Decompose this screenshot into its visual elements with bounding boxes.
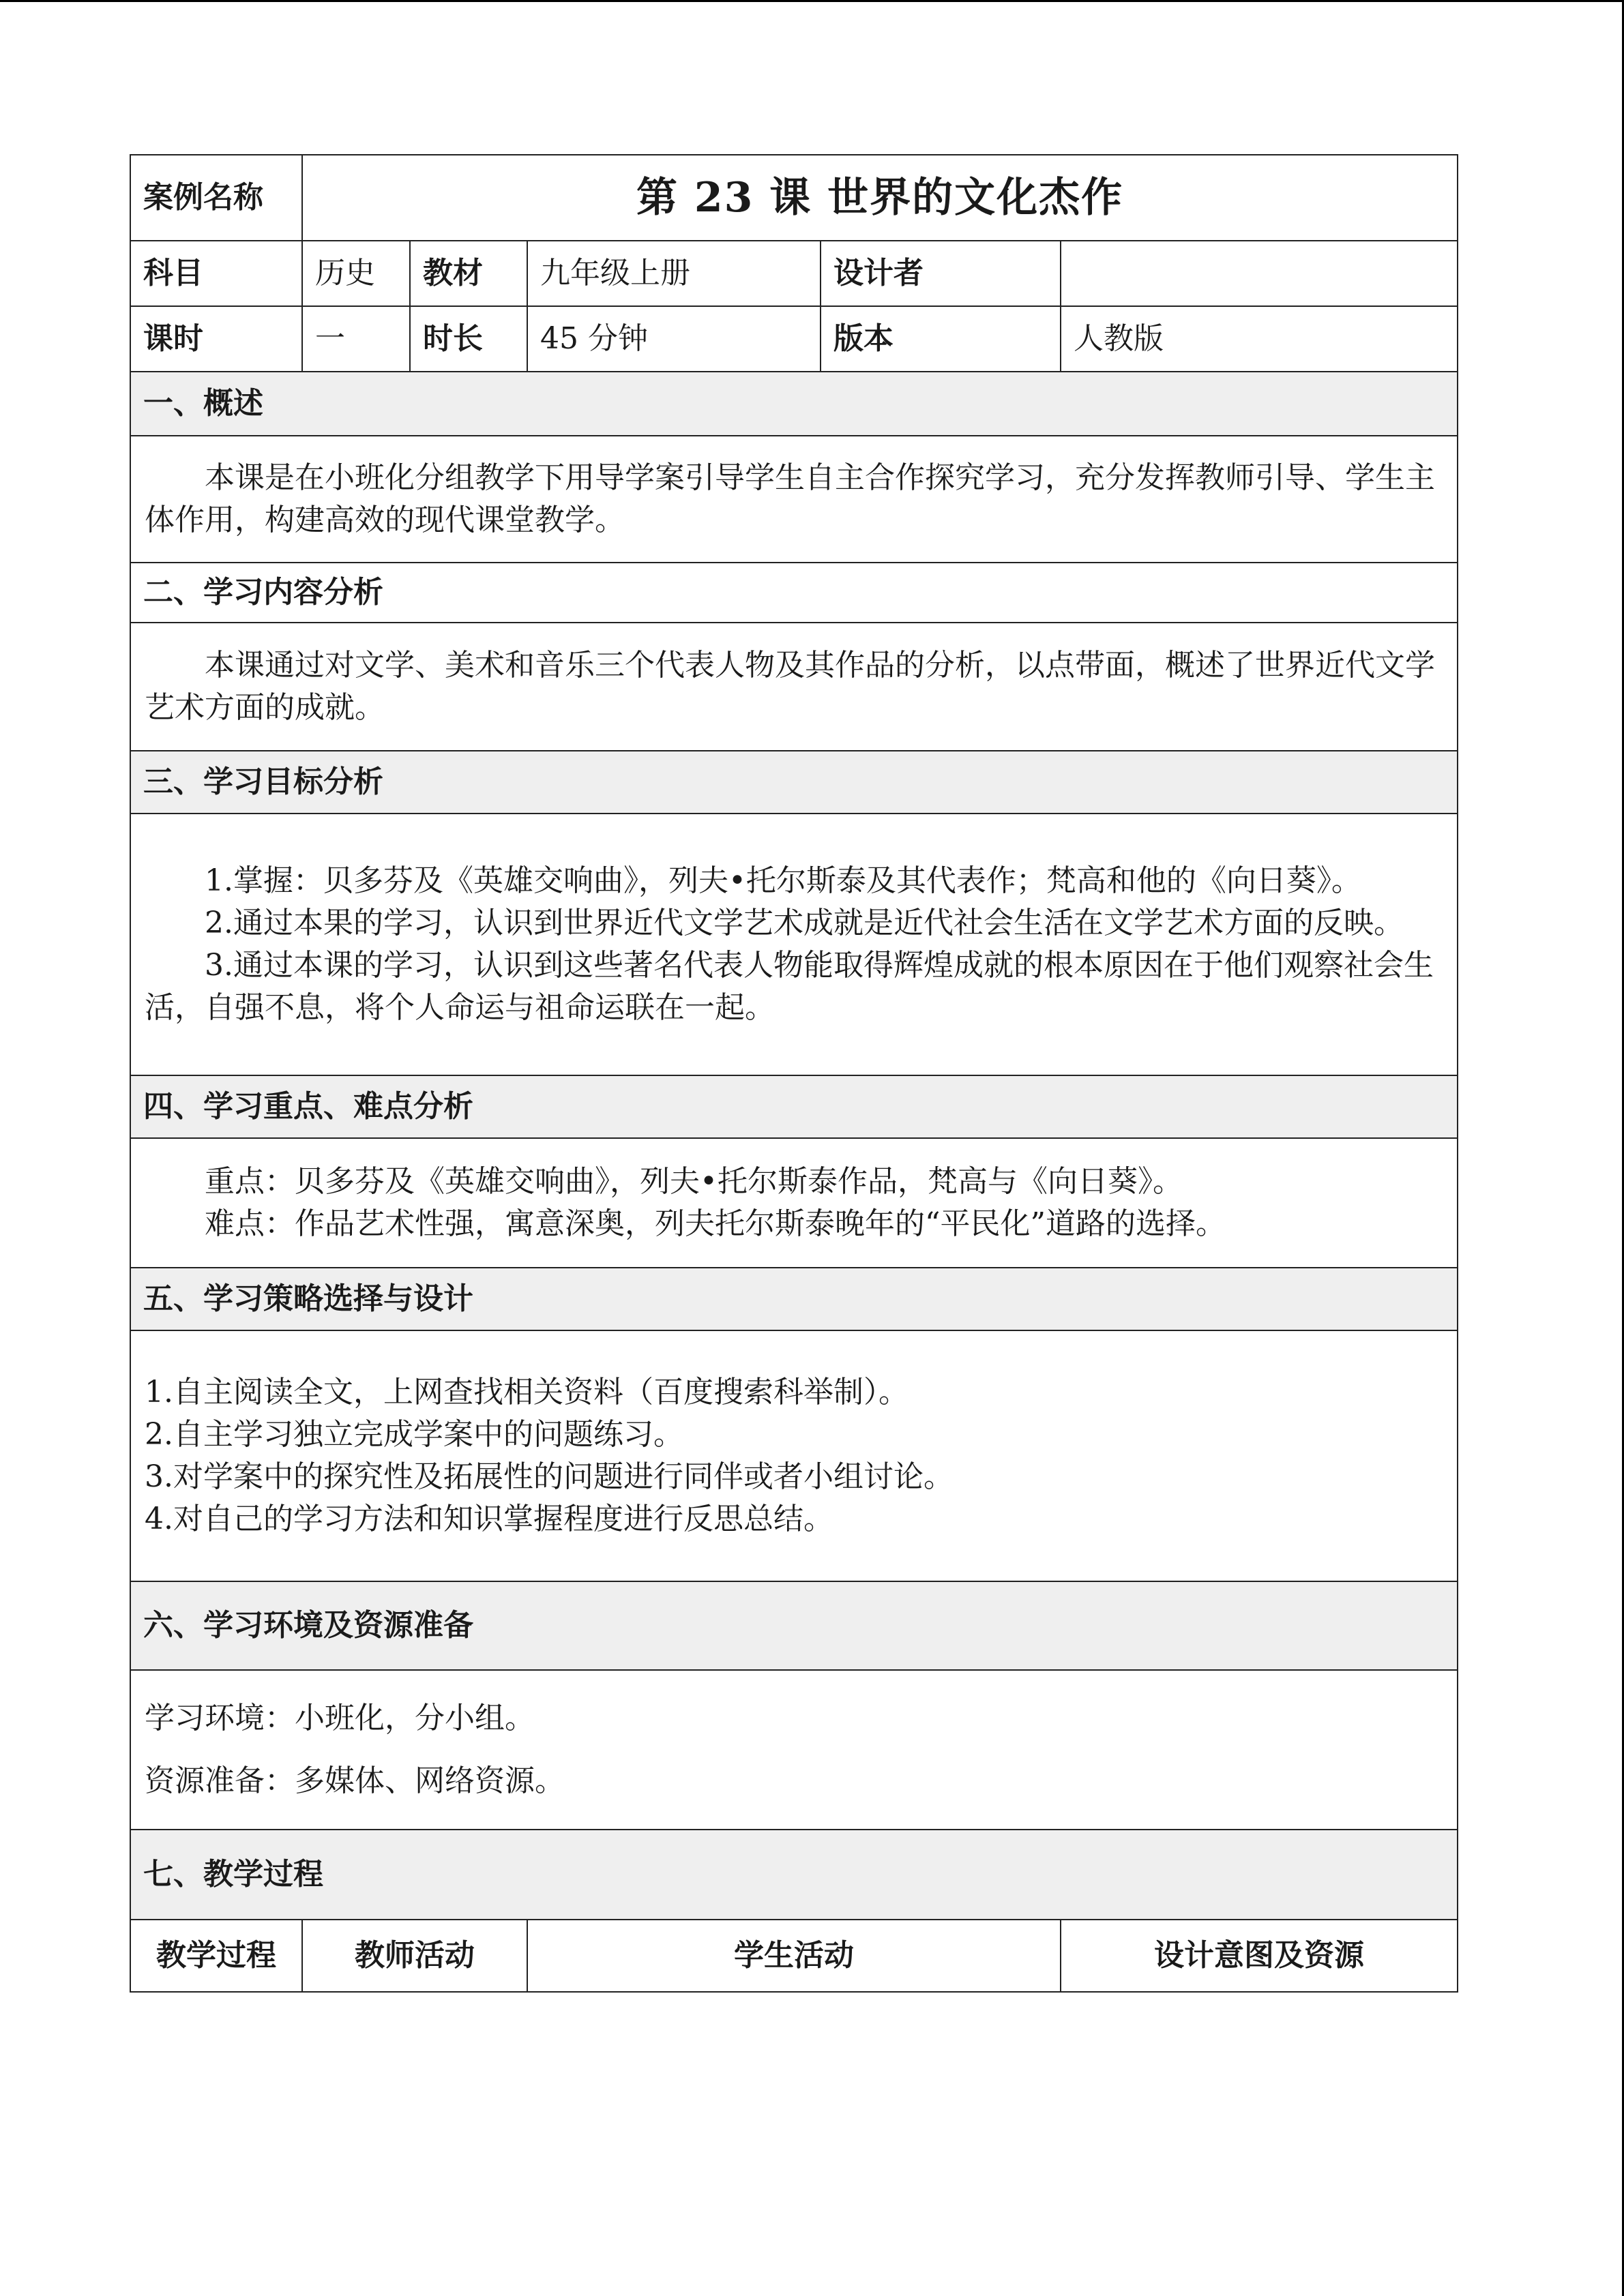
environment-body-row (130, 1670, 1458, 1830)
duration-value: 45 分钟 (527, 306, 821, 372)
page-top-border (0, 0, 1624, 2)
overview-body-row (130, 436, 1458, 563)
goal-item: 2.通过本果的学习，认识到世界近代文学艺术成就是近代社会生活在文学艺术方面的反映。 (205, 906, 1404, 940)
overview-text: 本课是在小班化分组教学下用导学案引导学生自主合作探究学习，充分发挥教师引导、学生主体作用，构建高效的现代课堂教学。 (130, 436, 1458, 563)
strategy-heading: 五、学习策略选择与设计 (130, 1268, 1458, 1330)
process-heading: 七、教学过程 (130, 1830, 1458, 1920)
strategy-item: 4.对自己的学习方法和知识掌握程度进行反思总结。 (145, 1502, 833, 1536)
period-label: 课时 (130, 306, 302, 372)
content-analysis-heading-row (130, 563, 1458, 623)
case-name-label: 案例名称 (130, 155, 302, 241)
strategy-heading-row (130, 1268, 1458, 1330)
content-analysis-text: 本课通过对文学、美术和音乐三个代表人物及其作品的分析，以点带面，概述了世界近代文学艺术方面的成就。 (130, 623, 1458, 751)
goals-heading: 三、学习目标分析 (130, 751, 1458, 814)
title-row (130, 155, 1458, 241)
key-points-heading: 四、学习重点、难点分析 (130, 1075, 1458, 1138)
period-value: 一 (302, 306, 410, 372)
environment-heading: 六、学习环境及资源准备 (130, 1581, 1458, 1670)
edition-value: 人教版 (1061, 306, 1458, 372)
environment-body (130, 1670, 1458, 1830)
process-heading-row (130, 1830, 1458, 1920)
goal-item: 3.通过本课的学习，认识到这些著名代表人物能取得辉煌成就的根本原因在于他们观察社会生活，自强不息，将个人命运与祖命运联在一起。 (145, 948, 1434, 1025)
strategy-item: 2.自主学习独立完成学案中的问题练习。 (145, 1417, 683, 1452)
strategy-item: 3.对学案中的探究性及拓展性的问题进行同伴或者小组讨论。 (145, 1459, 954, 1494)
goal-item: 1.掌握：贝多芬及《英雄交响曲》，列夫•托尔斯泰及其代表作；梵高和他的《向日葵》。 (205, 863, 1361, 898)
lesson-plan-sheet (130, 154, 1457, 1993)
difficulty-text: 难点：作品艺术性强，寓意深奥，列夫托尔斯泰晚年的“平民化”道路的选择。 (205, 1206, 1226, 1241)
designer-label: 设计者 (821, 241, 1061, 306)
goals-heading-row (130, 751, 1458, 814)
process-column-header: 教学过程 (130, 1920, 302, 1992)
goals-list (130, 814, 1458, 1075)
strategy-item: 1.自主阅读全文，上网查找相关资料（百度搜索科举制）。 (145, 1375, 909, 1410)
process-column-header: 教师活动 (302, 1920, 527, 1992)
process-columns-row (130, 1920, 1458, 1992)
content-analysis-heading: 二、学习内容分析 (130, 563, 1458, 623)
key-points-body (130, 1138, 1458, 1268)
key-points-body-row (130, 1138, 1458, 1268)
key-points-heading-row (130, 1075, 1458, 1138)
textbook-label: 教材 (410, 241, 527, 306)
process-column-header: 设计意图及资源 (1061, 1920, 1458, 1992)
period-row (130, 306, 1458, 372)
duration-label: 时长 (410, 306, 527, 372)
overview-heading-row (130, 372, 1458, 436)
strategy-body-row (130, 1330, 1458, 1581)
environment-heading-row (130, 1581, 1458, 1670)
edition-label: 版本 (821, 306, 1061, 372)
textbook-value: 九年级上册 (527, 241, 821, 306)
lesson-plan-table (130, 154, 1458, 1993)
process-column-header: 学生活动 (527, 1920, 1061, 1992)
designer-value (1061, 241, 1458, 306)
subject-value: 历史 (302, 241, 410, 306)
goals-body-row (130, 814, 1458, 1075)
resources-text: 资源准备：多媒体、网络资源。 (145, 1763, 565, 1798)
subject-row (130, 241, 1458, 306)
lesson-title: 第 23 课 世界的文化杰作 (302, 155, 1458, 241)
focus-text: 重点：贝多芬及《英雄交响曲》，列夫•托尔斯泰作品，梵高与《向日葵》。 (205, 1164, 1183, 1199)
environment-text: 学习环境：小班化，分小组。 (145, 1701, 535, 1735)
content-analysis-body-row (130, 623, 1458, 751)
strategy-list (130, 1330, 1458, 1581)
subject-label: 科目 (130, 241, 302, 306)
overview-heading: 一、概述 (130, 372, 1458, 436)
